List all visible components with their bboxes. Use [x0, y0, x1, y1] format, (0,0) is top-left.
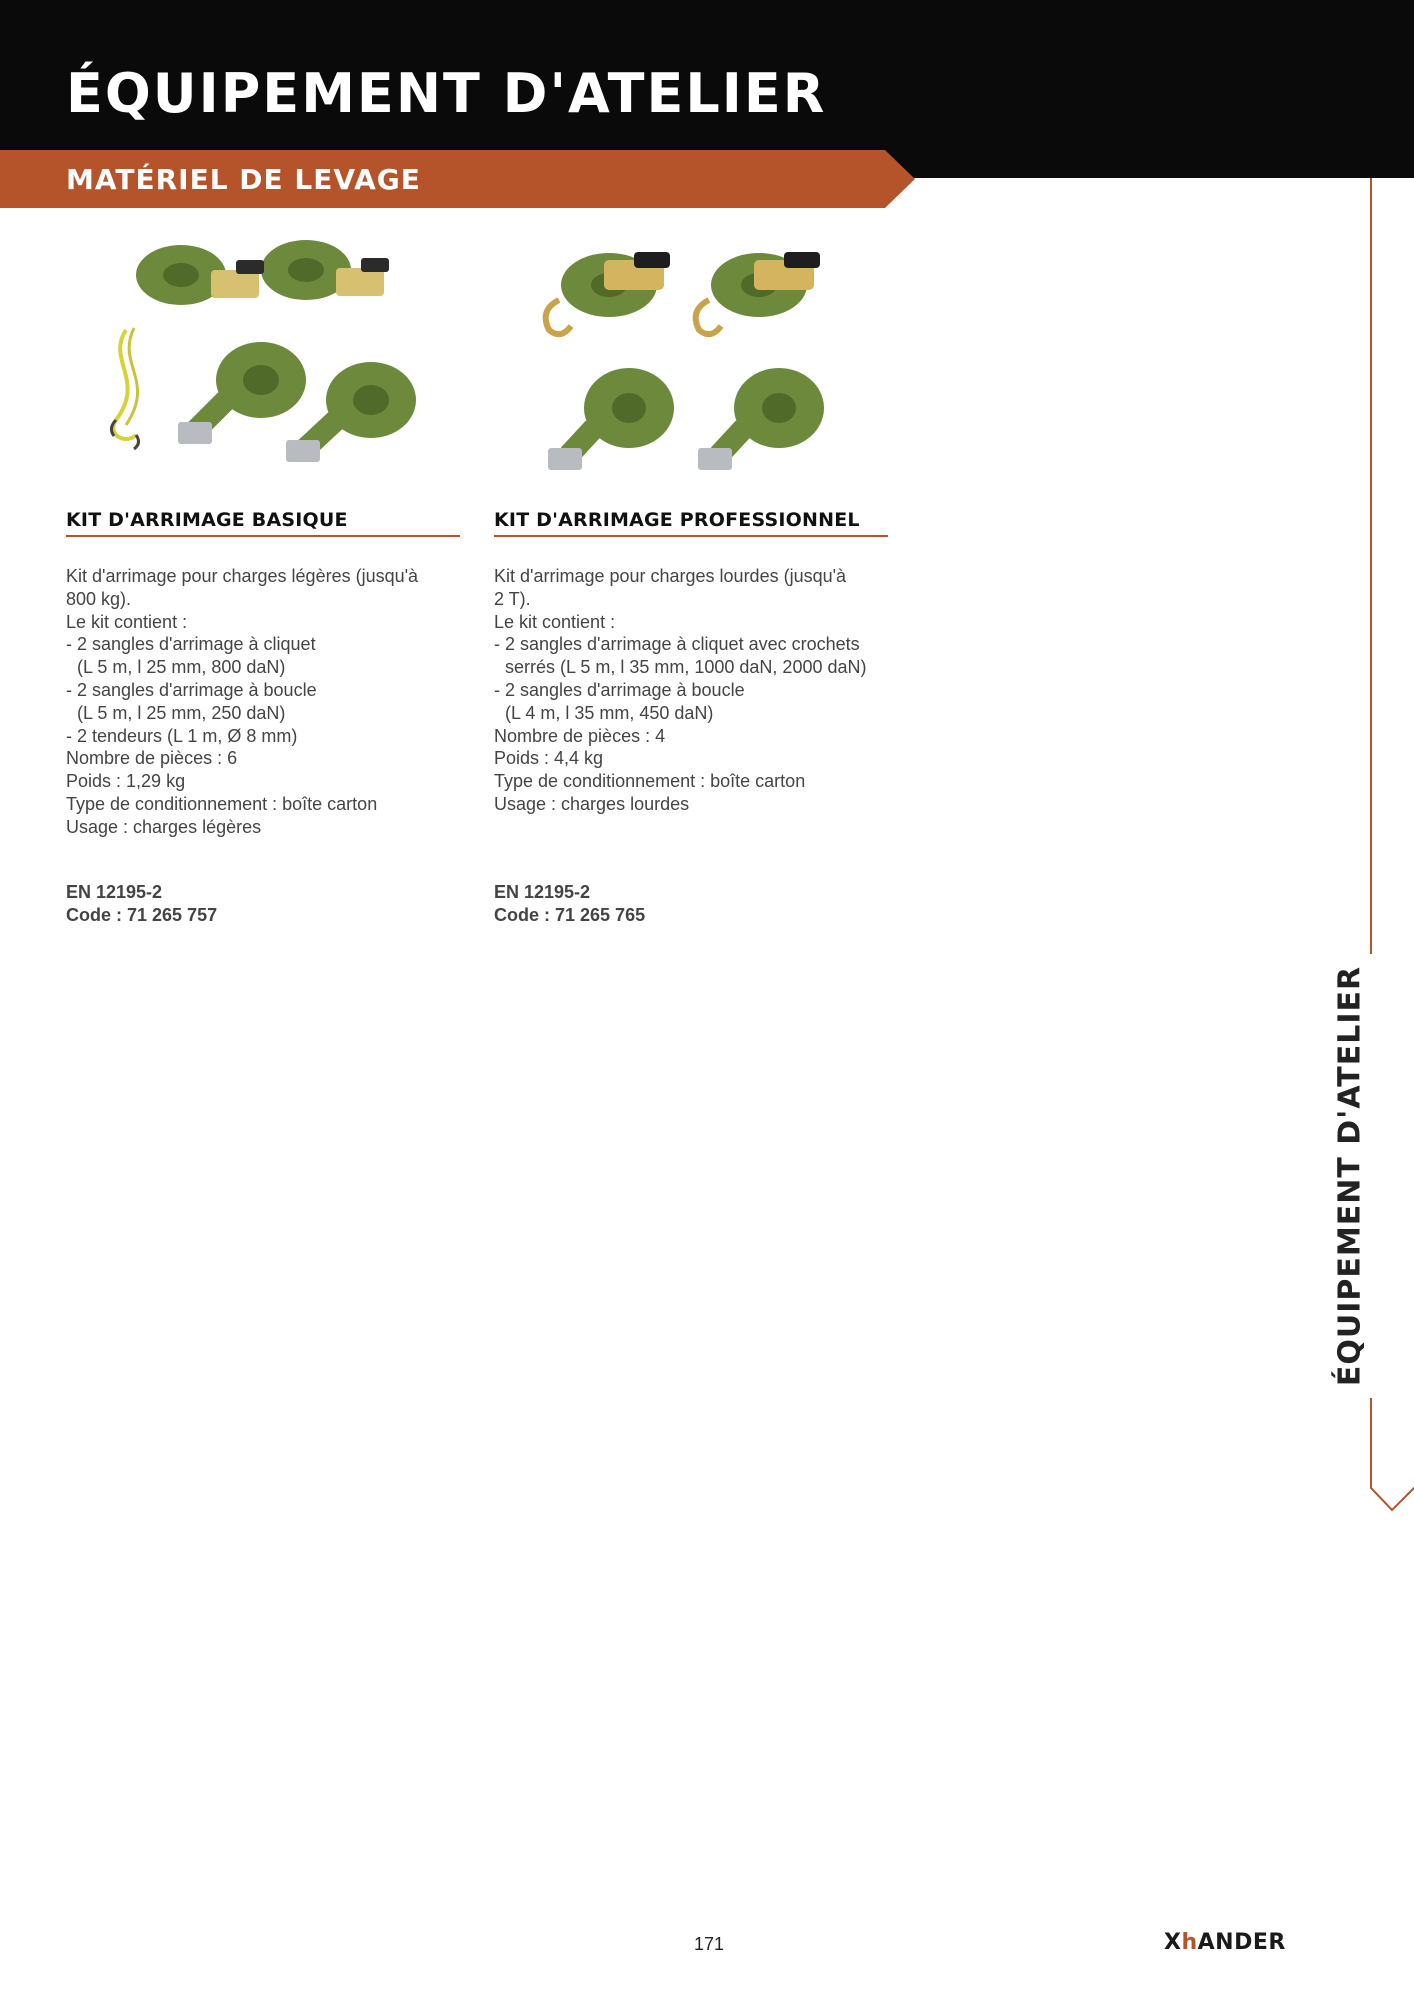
brand-part: ANDER [1197, 1930, 1286, 1955]
description-line: (L 4 m, l 35 mm, 450 daN) [505, 702, 714, 723]
description-line: Usage : charges légères [66, 816, 262, 837]
description-line: 2 T). [494, 588, 531, 609]
tie-down-pro-kit-photo [514, 230, 854, 480]
brand-part: X [1164, 1930, 1182, 1955]
product-name: KIT D'ARRIMAGE BASIQUE [66, 509, 460, 537]
tie-down-basic-kit-photo [86, 230, 426, 480]
description-line: Poids : 4,4 kg [494, 748, 604, 769]
page-title: ÉQUIPEMENT D'ATELIER [66, 62, 827, 125]
brand-part-accent: h [1181, 1930, 1198, 1955]
description-line: - 2 sangles d'arrimage à cliquet avec crochets [494, 634, 860, 655]
description-line: - 2 sangles d'arrimage à boucle [494, 679, 745, 700]
description-line: Type de conditionnement : boîte carton [494, 771, 806, 792]
product-card-professional [494, 230, 894, 927]
description-line: Le kit contient : [494, 611, 616, 632]
description-line: Usage : charges lourdes [494, 793, 690, 814]
description-line: serrés (L 5 m, l 35 mm, 1000 daN, 2000 daN) [505, 657, 867, 678]
side-section-title: ÉQUIPEMENT D'ATELIER [1332, 965, 1368, 1387]
product-norm-block [66, 881, 466, 927]
description-line: Nombre de pièces : 6 [66, 748, 238, 769]
description-line: Poids : 1,29 kg [66, 771, 186, 792]
description-line: Nombre de pièces : 4 [494, 725, 666, 746]
description-line: Le kit contient : [66, 611, 188, 632]
description-line: Kit d'arrimage pour charges légères (jusqu'à [66, 566, 419, 586]
description-line: (L 5 m, l 25 mm, 800 daN) [77, 657, 286, 678]
description-line: - 2 sangles d'arrimage à boucle [66, 679, 317, 700]
description-line: Kit d'arrimage pour charges lourdes (jusqu'à [494, 566, 847, 586]
product-norm-block [494, 881, 894, 927]
product-norm: EN 12195-2 [494, 881, 591, 902]
description-line: - 2 tendeurs (L 1 m, Ø 8 mm) [66, 725, 298, 746]
side-divider-bottom [1370, 1398, 1372, 1484]
product-description [494, 565, 894, 816]
description-line: (L 5 m, l 25 mm, 250 daN) [77, 702, 286, 723]
product-code: Code : 71 265 765 [494, 904, 646, 925]
description-line: Type de conditionnement : boîte carton [66, 793, 378, 814]
product-name: KIT D'ARRIMAGE PROFESSIONNEL [494, 509, 888, 537]
product-norm: EN 12195-2 [66, 881, 163, 902]
product-card-basic [66, 230, 466, 927]
side-divider-top [1370, 178, 1372, 954]
product-code: Code : 71 265 757 [66, 904, 218, 925]
section-title: MATÉRIEL DE LEVAGE [66, 163, 421, 196]
product-description [66, 565, 466, 839]
description-line: - 2 sangles d'arrimage à cliquet [66, 634, 316, 655]
description-line: 800 kg). [66, 588, 132, 609]
chevron-down-icon [1366, 1476, 1414, 1516]
page-number: 171 [694, 1934, 725, 1954]
brand-logo [1164, 1930, 1314, 1954]
